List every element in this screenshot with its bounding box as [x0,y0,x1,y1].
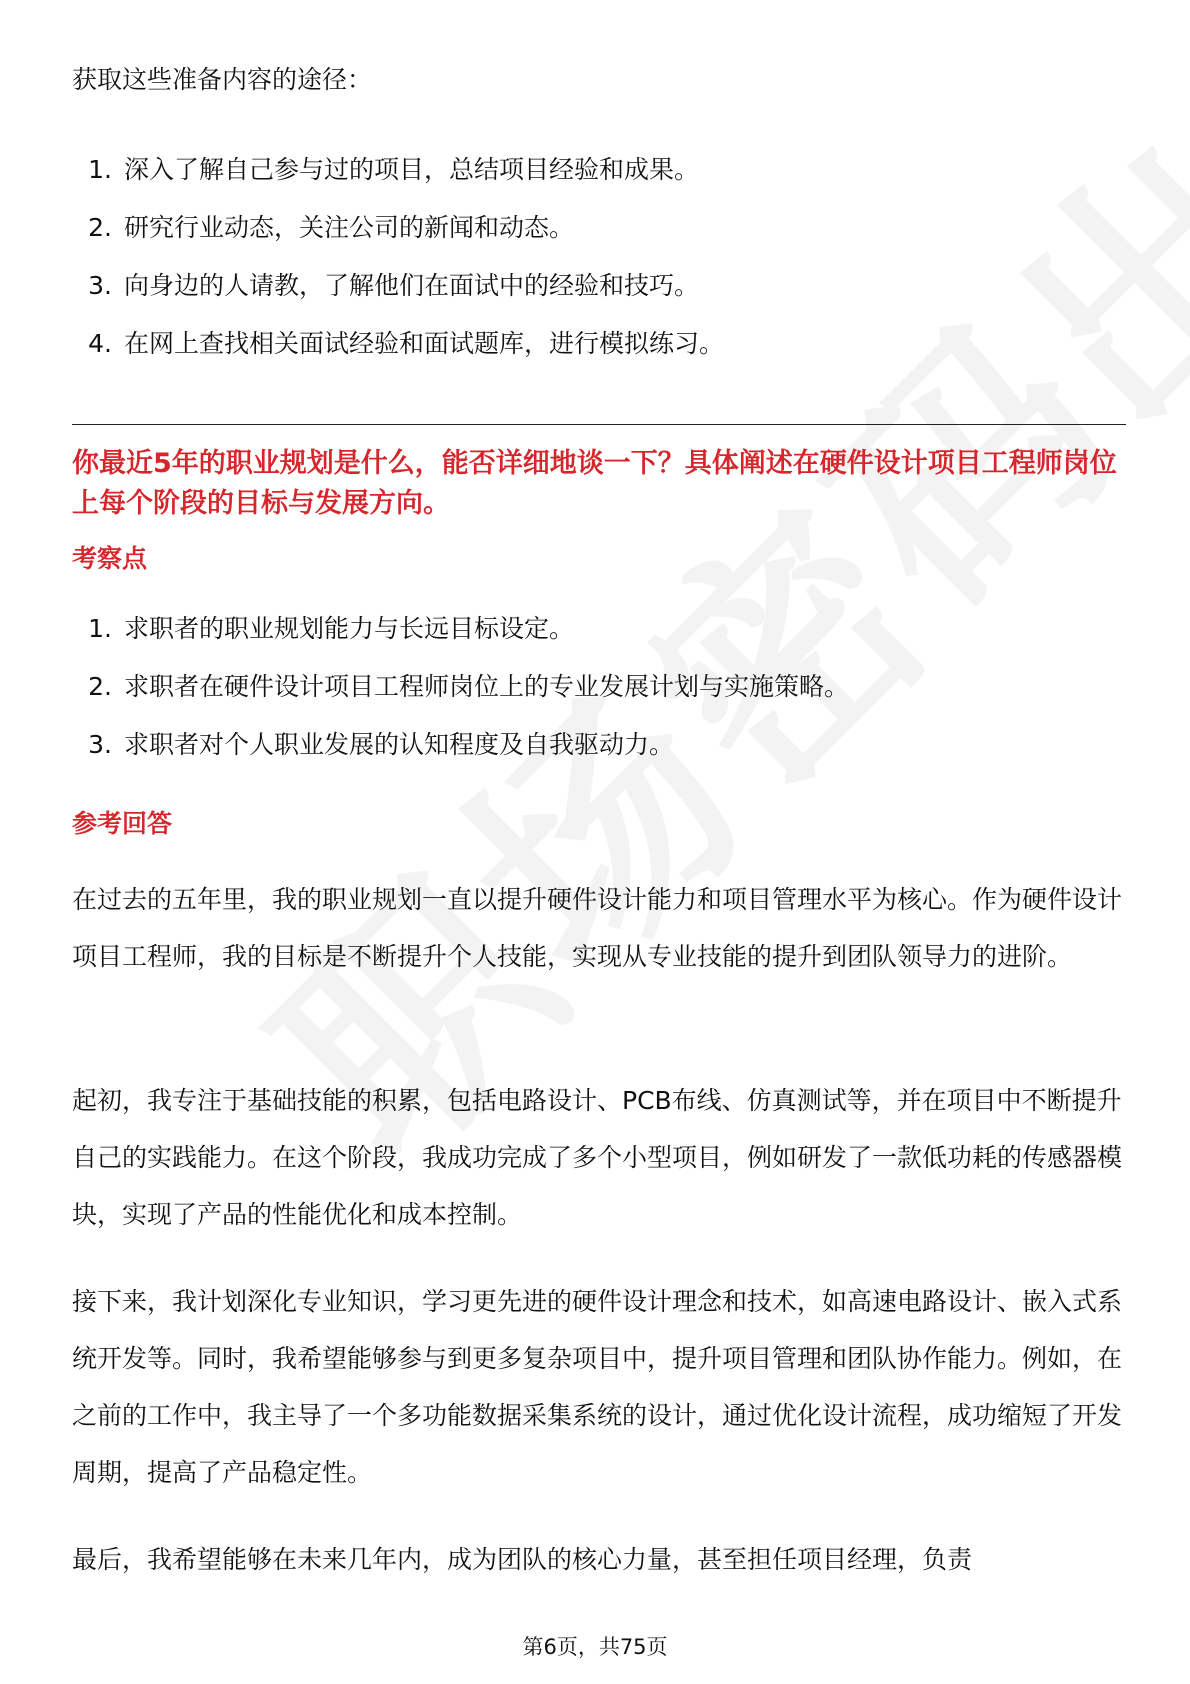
list-number: 2. [88,672,112,701]
section-divider [72,424,1126,425]
list-text: 向身边的人请教，了解他们在面试中的经验和技巧。 [124,271,700,300]
list-text: 深入了解自己参与过的项目，总结项目经验和成果。 [124,155,700,184]
assessment-title: 考察点 [72,544,148,573]
list-item [72,210,1112,268]
answer-title: 参考回答 [72,809,173,838]
intro-heading: 获取这些准备内容的途径： [72,65,373,94]
page-footer: 第6页，共75页 [522,1635,668,1659]
list-text: 研究行业动态，关注公司的新闻和动态。 [124,213,575,242]
question-heading: 你最近5年的职业规划是什么，能否详细地谈一下？具体阐述在硬件设计项目工程师岗位上每个阶段的目标与发展方向。 [72,448,1117,519]
answer-paragraph: 接下来，我计划深化专业知识，学习更先进的硬件设计理念和技术，如高速电路设计、嵌入式系统开发等。同时，我希望能够参与到更多复杂项目中，提升项目管理和团队协作能力。例如，在之前的工作中，我主导了一个多功能数据采集系统的设计，通过优化设计流程，成功缩短了开发周期，提高了产品稳定性。 [72,1287,1123,1487]
answer-paragraph: 起初，我专注于基础技能的积累，包括电路设计、PCB布线、仿真测试等，并在项目中不断提升自己的实践能力。在这个阶段，我成功完成了多个小型项目，例如研发了一款低功耗的传感器模块，实现了产品的性能优化和成本控制。 [72,1086,1123,1229]
ways-list [72,152,1112,384]
assessment-list [72,611,1112,785]
list-number: 1. [88,614,112,643]
list-number: 2. [88,213,112,242]
list-text: 求职者的职业规划能力与长远目标设定。 [124,614,575,643]
list-number: 1. [88,155,112,184]
list-number: 3. [88,271,112,300]
list-text: 在网上查找相关面试经验和面试题库，进行模拟练习。 [124,329,725,358]
list-text: 求职者对个人职业发展的认知程度及自我驱动力。 [124,730,675,759]
list-text: 求职者在硬件设计项目工程师岗位上的专业发展计划与实施策略。 [124,672,850,701]
list-item [72,727,1112,785]
list-item [72,611,1112,669]
list-item [72,326,1112,384]
answer-paragraph: 最后，我希望能够在未来几年内，成为团队的核心力量，甚至担任项目经理，负责 [72,1545,973,1574]
list-item [72,268,1112,326]
list-item [72,669,1112,727]
list-number: 3. [88,730,112,759]
list-item [72,152,1112,210]
list-number: 4. [88,329,112,358]
answer-paragraph: 在过去的五年里，我的职业规划一直以提升硬件设计能力和项目管理水平为核心。作为硬件设计项目工程师，我的目标是不断提升个人技能，实现从专业技能的提升到团队领导力的进阶。 [72,885,1123,971]
